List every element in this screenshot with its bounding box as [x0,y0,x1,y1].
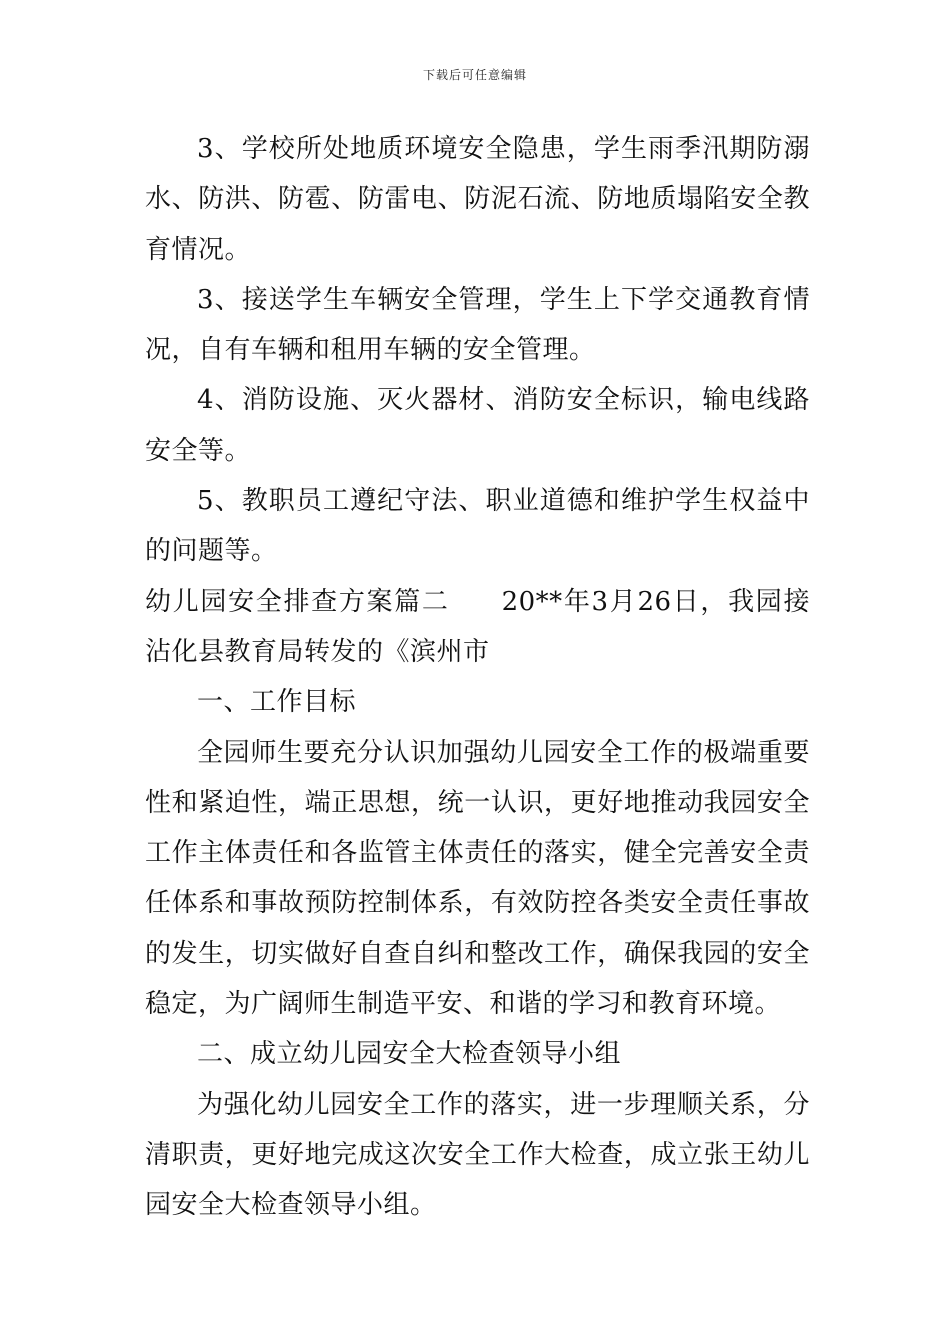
section-heading-part-two [145,577,810,678]
section-intro: 20**年3月26日，我园接沾化县教育局转发的《滨州市 [145,586,810,667]
paragraph-item-5-staff: 5、教职员工遵纪守法、职业道德和维护学生权益中的问题等。 [145,486,810,567]
paragraph-leadership-group: 为强化幼儿园安全工作的落实，进一步理顺关系，分清职责，更好地完成这次安全工作大检查，成立张王幼儿园安全大检查领导小组。 [145,1089,810,1221]
section-title: 幼儿园安全排查方案篇二 [145,586,450,617]
heading-work-goal: 一、工作目标 [197,687,357,718]
document-body [145,124,810,1231]
header-note: 下载后可任意编辑 [422,68,527,82]
paragraph-item-3-geology: 3、学校所处地质环境安全隐患，学生雨季汛期防溺水、防洪、防雹、防雷电、防泥石流、防地质塌陷安全教育情况。 [145,134,810,265]
paragraph-work-goal: 全园师生要充分认识加强幼儿园安全工作的极端重要性和紧迫性，端正思想，统一认识，更好地推动我园安全工作主体责任和各监管主体责任的落实，健全完善安全责任体系和事故预防控制体系，有效防控各类安全责任事故的发生，切实做好自查自纠和整改工作，确保我园的安全稳定，为广阔师生制造平安、和谐的学习和教育环境。 [145,737,810,1020]
heading-leadership-group: 二、成立幼儿园安全大检查领导小组 [197,1039,622,1070]
paragraph-item-4-fire: 4、消防设施、灭火器材、消防安全标识，输电线路安全等。 [145,385,810,466]
paragraph-item-3-vehicles: 3、接送学生车辆安全管理，学生上下学交通教育情况，自有车辆和租用车辆的安全管理。 [145,284,810,366]
